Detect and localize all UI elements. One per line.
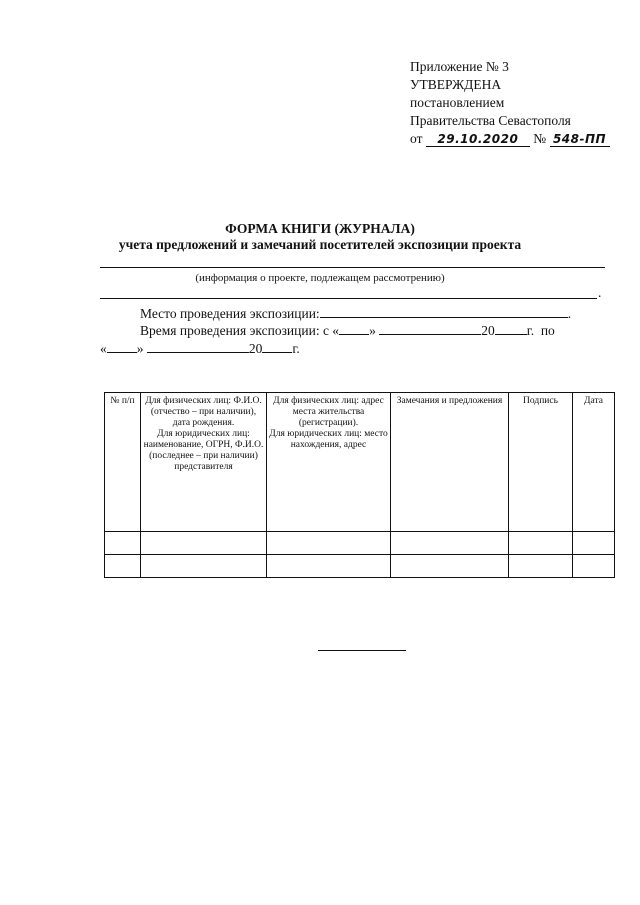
handwritten-number: 548-ПП	[550, 133, 610, 147]
start-month-field[interactable]	[379, 322, 481, 335]
table-cell[interactable]	[105, 555, 141, 578]
date-prefix: от	[410, 131, 423, 146]
table-cell[interactable]	[105, 532, 141, 555]
start-year-prefix: 20	[481, 323, 495, 338]
table-cell[interactable]	[141, 532, 267, 555]
project-info-line-2	[100, 298, 597, 299]
end-quote-open: «	[100, 341, 107, 356]
table-cell[interactable]	[391, 532, 509, 555]
venue-end: .	[567, 306, 572, 321]
table-header-row	[105, 393, 615, 532]
time-line-2	[100, 340, 300, 357]
number-prefix: №	[533, 131, 547, 146]
handwritten-date: 29.10.2020	[426, 133, 530, 147]
header-person: Для физических лиц: Ф.И.О. (отчество – при наличии), дата рождения. Для юридических лиц: наименование, ОГРН, Ф.И.О. (последнее – при наличии) представителя	[141, 393, 267, 532]
start-year-field[interactable]	[495, 322, 527, 335]
header-remarks: Замечания и предложения	[391, 393, 509, 532]
venue-line	[140, 305, 571, 322]
table-cell[interactable]	[509, 555, 573, 578]
start-year-suffix: г.	[526, 323, 535, 338]
end-month-field[interactable]	[147, 340, 249, 353]
table-cell[interactable]	[267, 532, 391, 555]
project-info-hint: (информация о проекте, подлежащем рассмотрению)	[195, 272, 445, 284]
venue-field[interactable]	[320, 305, 568, 318]
time-label: Время проведения экспозиции: с «	[140, 323, 340, 338]
table-cell[interactable]	[141, 555, 267, 578]
government-label: Правительства Севастополя	[410, 113, 571, 128]
end-quote-close: »	[136, 341, 144, 356]
header-signature: Подпись	[509, 393, 573, 532]
time-line	[140, 322, 555, 339]
end-year-prefix: 20	[248, 341, 263, 356]
header-address: Для физических лиц: адрес места жительства (регистрации). Для юридических лиц: место нахождения, адрес	[267, 393, 391, 532]
venue-label: Место проведения экспозиции:	[140, 306, 320, 321]
header-date: Дата	[573, 393, 615, 532]
closing-divider	[318, 650, 406, 651]
table-cell[interactable]	[267, 555, 391, 578]
table-cell[interactable]	[573, 555, 615, 578]
form-title: ФОРМА КНИГИ (ЖУРНАЛА)	[225, 221, 415, 236]
table-row	[105, 532, 615, 555]
table-cell[interactable]	[391, 555, 509, 578]
project-info-period: .	[598, 285, 602, 300]
table-row	[105, 555, 615, 578]
approved-label: УТВЕРЖДЕНА	[410, 77, 502, 92]
project-info-line	[100, 267, 605, 268]
header-num: № п/п	[105, 393, 141, 532]
resolution-label: постановлением	[410, 95, 505, 110]
end-day-field[interactable]	[107, 340, 137, 353]
time-to: по	[540, 323, 555, 338]
approval-block	[410, 58, 610, 148]
end-year-field[interactable]	[262, 340, 292, 353]
date-number-line	[410, 130, 610, 148]
table-cell[interactable]	[509, 532, 573, 555]
appendix-label: Приложение № 3	[410, 59, 509, 74]
start-quote-close: »	[369, 323, 376, 338]
table-cell[interactable]	[573, 532, 615, 555]
end-year-suffix: г.	[292, 341, 300, 356]
form-subtitle: учета предложений и замечаний посетителей экспозиции проекта	[118, 237, 522, 252]
start-day-field[interactable]	[339, 322, 369, 335]
journal-table	[104, 392, 615, 578]
